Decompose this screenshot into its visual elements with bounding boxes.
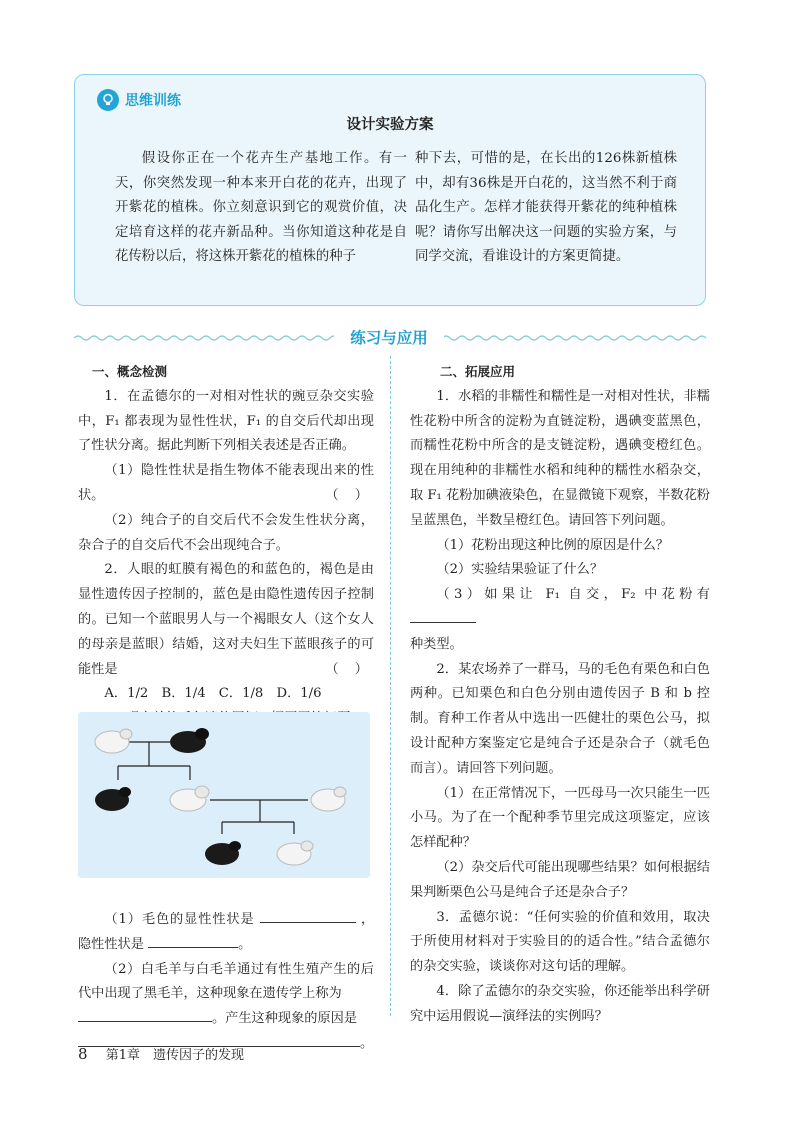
question-r1-2: （2）实验结果验证了什么？ bbox=[436, 562, 604, 578]
page-number: 8 bbox=[78, 1045, 88, 1063]
right-column bbox=[410, 360, 710, 1030]
page-footer bbox=[78, 1044, 244, 1063]
sheep-pedigree-diagram bbox=[78, 712, 370, 878]
thinking-text-left: 假设你正在一个花卉生产基地工作。有一天，你突然发现一种本来开白花的花卉，出现了开紫花的植株。你立刻意识到它的观赏价值，决定培育这样的花卉新品种。当你知道这种花是自花传粉以后，将这株开紫花的植株的种子 bbox=[115, 151, 407, 265]
thinking-label: 思维训练 bbox=[125, 93, 181, 109]
concept-heading: 一、概念检测 bbox=[92, 364, 168, 379]
answer-paren: （ ） bbox=[325, 487, 374, 503]
thinking-text-right: 种下去，可惜的是，在长出的126株新植株中，却有36株是开白花的，这当然不利于商品化生产。怎样才能获得开紫花的纯种植株呢？请你写出解决这一问题的实验方案，与同学交流，看谁设计的方案更简捷。 bbox=[415, 151, 677, 265]
question-r1-1: （1）花粉出现这种比例的原因是什么？ bbox=[436, 537, 669, 553]
lightbulb-icon bbox=[97, 89, 119, 111]
question-2: 2．人眼的虹膜有褐色的和蓝色的，褐色是由显性遗传因子控制的，蓝色是由隐性遗传因子控制的。已知一个蓝眼男人与一个褐眼女人（这个女人的母亲是蓝眼）结婚，这对夫妇生下蓝眼孩子的可能性是 （ ） bbox=[78, 558, 374, 682]
question-2-options: A．1/2 B．1/4 C．1/8 D．1/6 bbox=[104, 686, 322, 702]
answer-paren: （ ） bbox=[325, 661, 374, 677]
question-r1-3: （3）如果让 F₁ 自交，F₂ 中花粉有 种类型。 bbox=[410, 587, 710, 652]
extension-heading: 二、拓展应用 bbox=[440, 364, 516, 379]
thinking-title: 设计实验方案 bbox=[346, 116, 434, 133]
answer-blank[interactable] bbox=[78, 1007, 212, 1022]
question-r3: 3．孟德尔说：“任何实验的价值和效用，取决于所使用材料对于实验目的的适合性。”结合孟德尔的杂交实验，谈谈你对这句话的理解。 bbox=[410, 909, 710, 975]
question-r1: 1．水稻的非糯性和糯性是一对相对性状，非糯性花粉中所含的淀粉为直链淀粉，遇碘变蓝黑色，而糯性花粉中所含的是支链淀粉，遇碘变橙红色。现在用纯种的非糯性水稻和纯种的糯性水稻杂交，取 F₁ 花粉加碘液染色，在显微镜下观察，半数花粉呈蓝黑色，半数呈橙红色。请回答下列问题。 bbox=[410, 388, 710, 528]
question-1: 1．在孟德尔的一对相对性状的豌豆杂交实验中，F₁ 都表现为显性性状，F₁ 的自交后代却出现了性状分离。据此判断下列相关表述是否正确。 bbox=[78, 388, 374, 454]
section-title: 练习与应用 bbox=[334, 326, 444, 350]
question-3-1: （1）毛色的显性性状是 ，隐性性状是 。 bbox=[78, 908, 374, 958]
question-r2-1: （1）在正常情况下，一匹母马一次只能生一匹小马。为了在一个配种季节里完成这项鉴定，应该怎样配种？ bbox=[410, 785, 710, 851]
column-divider bbox=[390, 356, 391, 1016]
answer-blank[interactable] bbox=[260, 908, 356, 923]
question-r2-2: （2）杂交后代可能出现哪些结果？如何根据结果判断栗色公马是纯合子还是杂合子？ bbox=[410, 859, 710, 900]
question-1-2: （2）纯合子的自交后代不会发生性状分离，杂合子的自交后代不会出现纯合子。 bbox=[78, 512, 374, 553]
thinking-header bbox=[97, 89, 181, 111]
answer-blank[interactable] bbox=[148, 933, 238, 948]
thinking-training-box bbox=[74, 74, 706, 306]
question-r2: 2．某农场养了一群马，马的毛色有栗色和白色两种。已知栗色和白色分别由遗传因子 B 和 b 控制。育种工作者从中选出一匹健壮的栗色公马，拟设计配种方案鉴定它是纯合子还是杂合子（就毛色而言）。请回答下列问题。 bbox=[410, 661, 710, 776]
chapter-title: 第1章 遗传因子的发现 bbox=[105, 1048, 244, 1063]
question-r4: 4．除了孟德尔的杂交实验，你还能举出科学研究中运用假说—演绎法的实例吗？ bbox=[410, 983, 710, 1024]
question-3-2: （2）白毛羊与白毛羊通过有性生殖产生的后代中出现了黑毛羊，这种现象在遗传学上称为 。产生这种现象的原因是 。 bbox=[78, 961, 374, 1051]
answer-blank[interactable] bbox=[410, 608, 476, 623]
left-column bbox=[78, 360, 374, 1057]
question-1-1: （1）隐性性状是指生物体不能表现出来的性状。 （ ） bbox=[78, 459, 374, 509]
